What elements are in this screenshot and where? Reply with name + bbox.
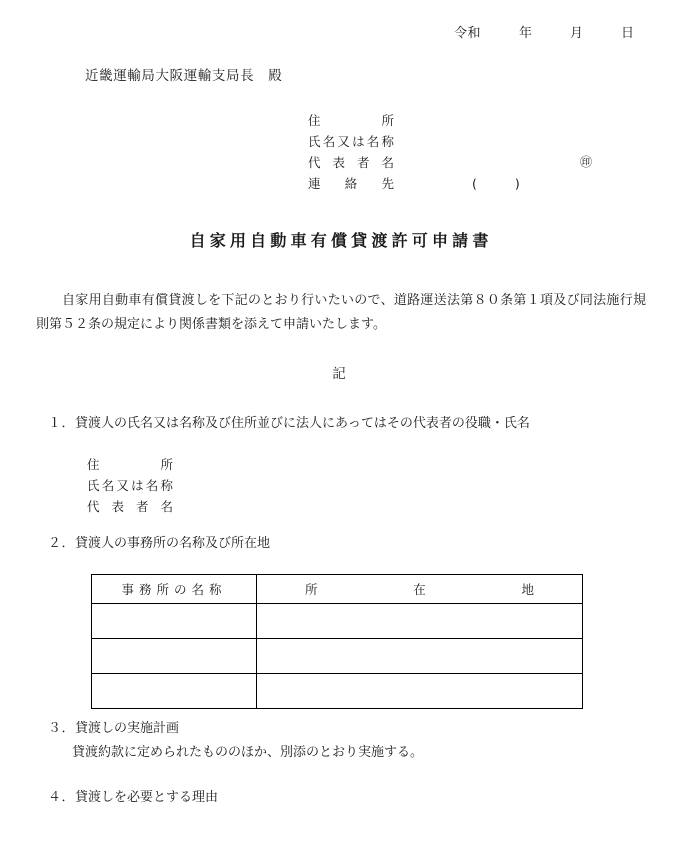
office-table — [91, 574, 583, 709]
applicant-name-row — [308, 131, 520, 152]
year-unit-label: 年 — [518, 26, 532, 41]
body-paragraph: 自家用自動車有償貸渡しを下記のとおり行いたいので、道路運送法第８０条第１項及び同法施行規則第５２条の規定により関係書類を添えて申請いたします。 — [36, 293, 646, 332]
cell-office-name[interactable] — [92, 674, 257, 709]
sub-address-label: 住所 — [87, 457, 173, 472]
cell-office-address[interactable] — [257, 674, 583, 709]
item-3 — [48, 718, 423, 764]
applicant-address-row — [308, 110, 520, 131]
item-4-number: ４． — [48, 790, 76, 805]
applicant-representative-row — [308, 152, 593, 173]
applicant-name-label: 氏名又は名称 — [308, 134, 394, 149]
item-2-text: 貸渡人の事務所の名称及び所在地 — [75, 536, 271, 551]
seal-icon: ㊞ — [580, 155, 593, 169]
month-unit-label: 月 — [569, 26, 583, 41]
applicant-address-label: 住所 — [308, 113, 394, 128]
header-office-address-label: 所在地 — [305, 582, 534, 597]
table-row — [92, 674, 583, 709]
item-2-number: ２． — [48, 536, 76, 551]
header-office-address — [257, 575, 583, 604]
applicant-representative-label: 代表者名 — [308, 155, 394, 170]
cell-office-address[interactable] — [257, 639, 583, 674]
cell-office-name[interactable] — [92, 604, 257, 639]
item-3-number: ３． — [48, 721, 76, 736]
item-3-sub-text: 貸渡約款に定められたもののほか、別添のとおり実施する。 — [72, 745, 424, 760]
day-unit-label: 日 — [620, 26, 634, 41]
cell-office-address[interactable] — [257, 604, 583, 639]
date-line — [0, 22, 634, 41]
sub-name-label: 氏名又は名称 — [87, 478, 173, 493]
item-3-text: 貸渡しの実施計画 — [75, 721, 180, 736]
sub-name-row — [87, 475, 173, 496]
contact-open-paren: ( — [471, 176, 477, 191]
item-1 — [48, 413, 530, 435]
item-4-text: 貸渡しを必要とする理由 — [75, 790, 219, 805]
item-1-text: 貸渡人の氏名又は名称及び住所並びに法人にあってはその代表者の役職・氏名 — [75, 416, 530, 431]
page-title: 自家用自動車有償貸渡許可申請書 — [189, 231, 493, 250]
table-row — [92, 604, 583, 639]
applicant-contact-row — [308, 173, 520, 194]
item-1-number: １． — [48, 416, 76, 431]
item-4 — [48, 787, 218, 809]
item-2 — [48, 533, 270, 555]
sub-address-row — [87, 454, 173, 475]
addressee-honorific: 殿 — [268, 68, 283, 84]
addressee — [85, 64, 282, 84]
addressee-office: 近畿運輸局大阪運輸支局長 — [85, 68, 255, 84]
applicant-block — [308, 110, 593, 194]
era-label: 令和 — [453, 26, 481, 41]
table-row — [92, 639, 583, 674]
applicant-contact-label: 連絡先 — [308, 176, 394, 191]
cell-office-name[interactable] — [92, 639, 257, 674]
sub-representative-row — [87, 496, 173, 517]
header-office-name — [92, 575, 257, 604]
contact-close-paren: ) — [514, 176, 520, 191]
item-1-sub-labels — [87, 454, 173, 517]
ki-marker: 記 — [332, 366, 346, 382]
table-header-row — [92, 575, 583, 604]
sub-representative-label: 代表者名 — [87, 499, 173, 514]
header-office-name-label: 事務所の名称 — [121, 582, 227, 597]
contact-number-field — [472, 173, 520, 194]
